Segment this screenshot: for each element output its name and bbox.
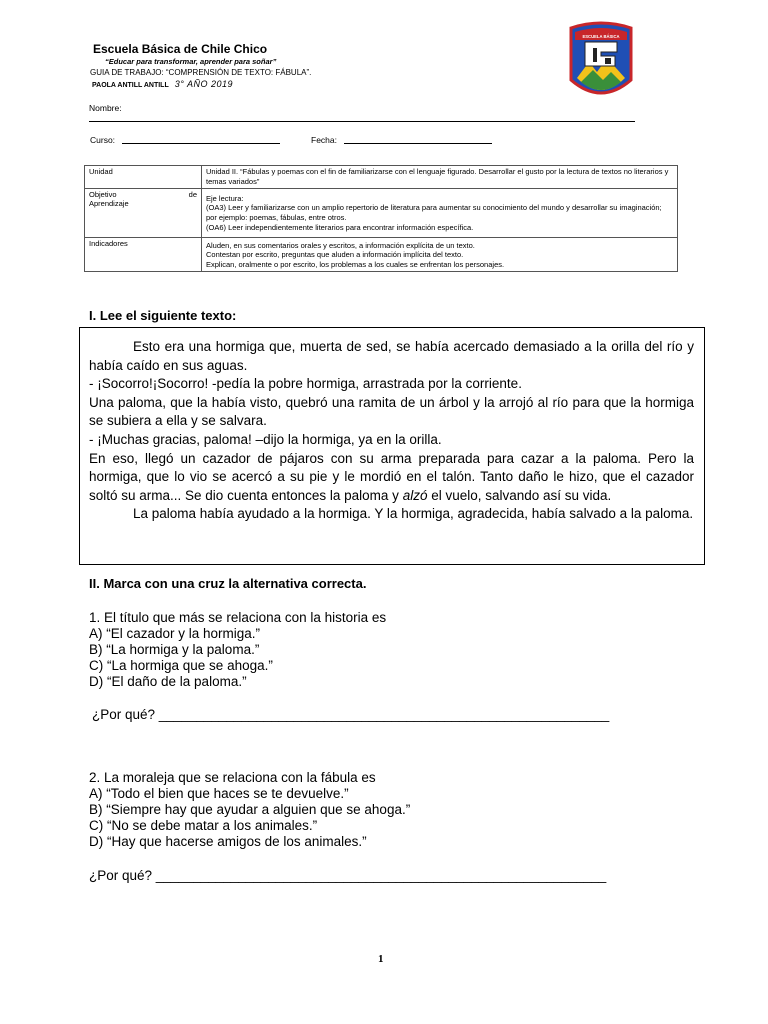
table-row [85,166,678,189]
fable-text-box [79,327,705,565]
objective-label-word: Aprendizaje [89,199,129,209]
name-label: Nombre: [89,103,122,113]
course-label: Curso: [90,135,116,145]
unit-label: Unidad [85,166,202,189]
curriculum-table [84,165,678,272]
objective-label [85,188,202,237]
fable-italic-word: alzó [402,487,428,503]
name-line[interactable] [89,121,635,122]
teacher-name: PAOLA ANTILL ANTILL [92,82,169,89]
question-1 [89,610,386,690]
fable-paragraph: - ¡Socorro!¡Socorro! -pedía la pobre hormiga, arrastrada por la corriente. [89,376,522,392]
objective-label-word: de [188,189,197,199]
fable-paragraph [89,450,694,506]
date-label: Fecha: [311,135,337,145]
indicator-item: Explican, oralmente o por escrito, los problemas a los cuales se enfrentan los personajes. [206,260,505,269]
table-row [85,188,678,237]
svg-text:ESCUELA BÁSICA: ESCUELA BÁSICA [582,34,620,39]
axis-label: Eje lectura: [206,193,244,203]
fable-text: el vuelo, salvando así su vida. [427,487,612,503]
school-logo [567,18,635,106]
option-c[interactable]: C) “La hormiga que se ahoga.” [89,658,273,673]
fable-paragraph: - ¡Muchas gracias, paloma! –dijo la hormiga, ya en la orilla. [89,431,442,447]
unit-value: Unidad II. “Fábulas y poemas con el fin de familiarizarse con el lenguaje figurado. Desarrollar el gusto por la lectura de textos no literarios y temas variados” [202,166,678,189]
fable-paragraph: Una paloma, que la había visto, quebró una ramita de un árbol y la arrojó al río para que la hormiga se subiera a ella y se salvara. [89,394,694,429]
school-motto: “Educar para transformar, aprender para soñar” [105,57,277,66]
teacher-line [92,79,233,89]
objective-oa3: (OA3) Leer y familiarizarse con un amplio repertorio de literatura para aumentar su conocimiento del mundo y desarrollar su imaginación; por ejemplo: poemas, fábulas, entre otros. [206,203,662,222]
option-d[interactable]: D) “Hay que hacerse amigos de los animales.” [89,834,367,849]
guide-title: GUIA DE TRABAJO: “COMPRENSIÓN DE TEXTO: FÁBULA”. [90,68,312,77]
school-name: Escuela Básica de Chile Chico [93,42,268,56]
course-line[interactable] [122,143,280,144]
indicator-item: Contestan por escrito, preguntas que aluden a información implícita del texto. [206,250,464,260]
option-b[interactable]: B) “Siempre hay que ayudar a alguien que se ahoga.” [89,802,411,817]
option-a[interactable]: A) “Todo el bien que haces se te devuelve.” [89,786,349,801]
question-2-text: 2. La moraleja que se relaciona con la fábula es [89,770,376,785]
option-b[interactable]: B) “La hormiga y la paloma.” [89,642,260,657]
table-row [85,237,678,271]
fable-paragraph: La paloma había ayudado a la hormiga. Y la hormiga, agradecida, había salvado a la paloma. [133,506,694,522]
fable-text: En eso, llegó un cazador de pájaros con su arma preparada para cazar a la paloma. Pero la hormiga, que lo vio se acercó a su pie y le mordió en el talón. Tanto daño le hizo, que el cazador soltó su arma... Se dio cuenta entonces la paloma y [89,450,694,503]
school-year: 3° AÑO 2019 [174,79,234,89]
question-2 [89,770,410,850]
option-c[interactable]: C) “No se debe matar a los animales.” [89,818,318,833]
section-2-title: II. Marca con una cruz la alternativa correcta. [89,576,367,591]
objective-oa6: (OA6) Leer independientemente literarios para encontrar información específica. [206,222,474,232]
option-d[interactable]: D) “El daño de la paloma.” [89,674,247,689]
objective-value [202,188,678,237]
objective-label-word: Objetivo [89,189,117,199]
question-2-why[interactable]: ¿Por qué? ____________________________________________________________ [89,868,607,883]
indicator-item: Aluden, en sus comentarios orales y escritos, a información explícita de un texto. [206,240,475,250]
fable-paragraph: Esto era una hormiga que, muerta de sed, se había acercado demasiado a la orilla del río y había caído en sus aguas. [89,339,694,373]
indicators-label: Indicadores [85,237,202,271]
page-number: 1 [378,953,384,965]
date-line[interactable] [344,143,492,144]
option-a[interactable]: A) “El cazador y la hormiga.” [89,626,261,641]
school-logo-emblem [567,18,635,106]
section-1-title: I. Lee el siguiente texto: [89,308,237,323]
question-1-why[interactable]: ¿Por qué? ____________________________________________________________ [92,707,610,722]
indicators-value [202,237,678,271]
question-1-text: 1. El título que más se relaciona con la historia es [89,610,387,625]
